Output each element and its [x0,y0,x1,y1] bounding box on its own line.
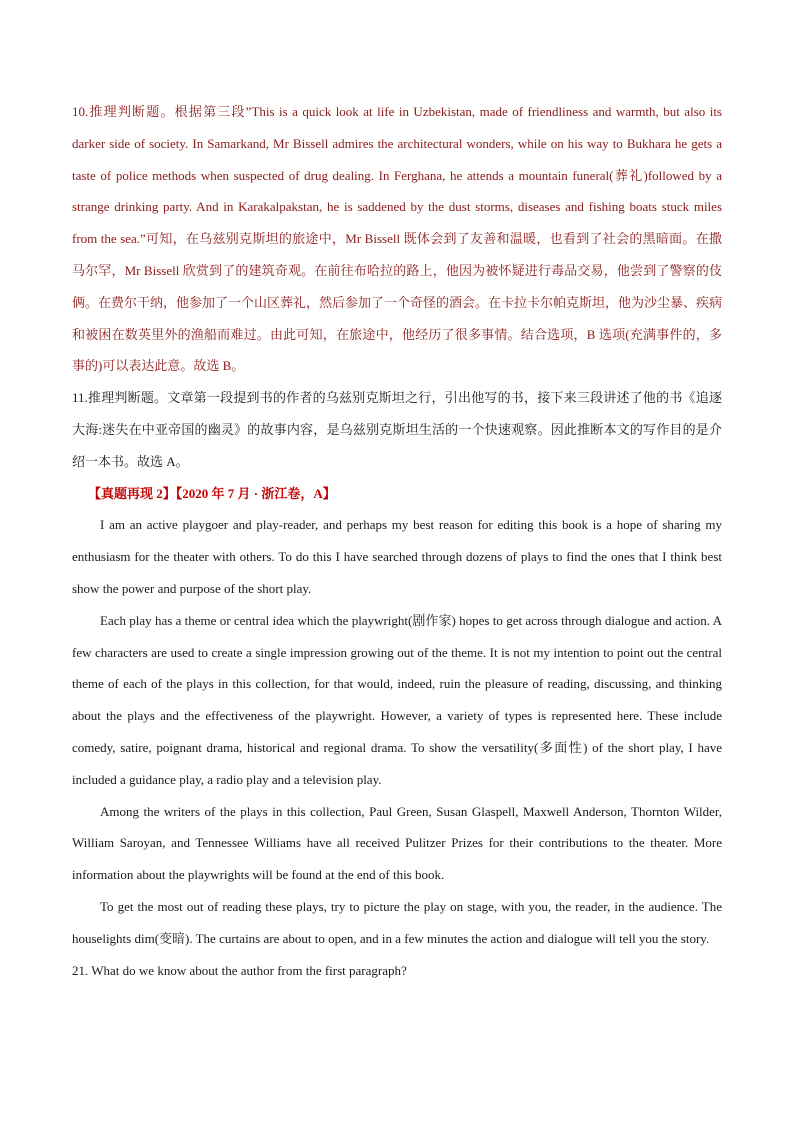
explanation-q10: 10.推理判断题。根据第三段”This is a quick look at life in Uzbekistan, made of friendliness and warmth, but also its darker side of society. In Samarkand, Mr Bissell admires the architectural wonders, while on his way to Bukhara he gets a taste of police methods when suspected of drug dealing. In Ferghana, he attends a mountain funeral(葬礼)followed by a strange drinking party. And in Karakalpakstan, he is saddened by the dust storms, diseases and fishing boats stuck miles from the sea.”可知，在乌兹别克斯坦的旅途中，Mr Bissell 既体会到了友善和温暖，也看到了社会的黑暗面。在撒马尔罕，Mr Bissell 欣赏到了的建筑奇观。在前往布哈拉的路上，他因为被怀疑进行毒品交易，他尝到了警察的伎俩。在费尔干纳，他参加了一个山区葬礼，然后参加了一个奇怪的酒会。在卡拉卡尔帕克斯坦，他为沙尘暴、疾病和被困在数英里外的渔船而难过。由此可知，在旅途中，他经历了很多事情。结合选项，B 选项(充满事件的，多事的)可以表达此意。故选 B。 [72,104,723,374]
passage-paragraph-1: I am an active playgoer and play-reader, and perhaps my best reason for editing this book is a hope of sharing my enthusiasm for the theater with others. To do this I have searched through dozens of plays to find the ones that I think best show the power and purpose of the short play. [72,517,722,596]
page-content [72,96,722,986]
passage-paragraph-4: To get the most out of reading these plays, try to picture the play on stage, with you, the reader, in the audience. The houselights dim(变暗). The curtains are about to open, and in a few minutes the action and dialogue will tell you the story. [72,898,722,946]
passage-paragraph-3: Among the writers of the plays in this collection, Paul Green, Susan Glaspell, Maxwell Anderson, Thornton Wilder, William Saroyan, and Tennessee Williams have all received Pulitzer Prizes for their contributions to the theater. More information about the playwrights will be found at the end of this book. [72,803,722,883]
explanation-q11: 11.推理判断题。文章第一段提到书的作者的乌兹别克斯坦之行，引出他写的书，接下来三段讲述了他的书《追逐大海:迷失在中亚帝国的幽灵》的故事内容，是乌兹别克斯坦生活的一个快速观察。因此推断本文的写作目的是介绍一本书。故选 A。 [72,390,722,469]
question-21: 21. What do we know about the author from the first paragraph? [72,962,407,978]
section-heading: 【真题再现 2】【2020 年 7 月 · 浙江卷，A】 [88,485,336,501]
passage-paragraph-2: Each play has a theme or central idea which the playwright(剧作家) hopes to get across through dialogue and action. A few characters are used to create a single impression growing out of the theme. It is not my intention to point out the central theme of each of the plays in this collection, for that would, indeed, ruin the pleasure of reading, discussing, and thinking about the plays and the effectiveness of the playwright. However, a variety of types is represented here. These include comedy, satire, poignant drama, historical and regional drama. To show the versatility(多面性) of the short play, I have included a guidance play, a radio play and a television play. [72,612,722,787]
